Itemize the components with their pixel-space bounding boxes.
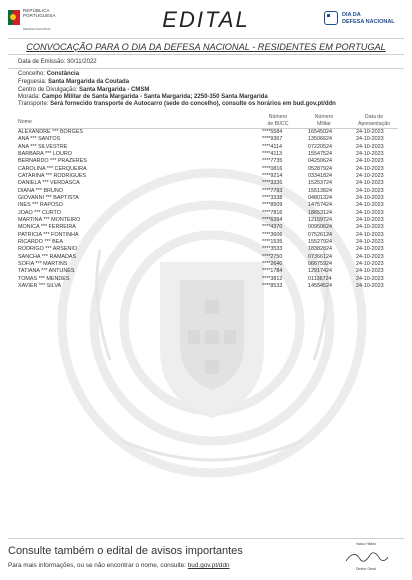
cell-bi: ****2640 [262,260,283,267]
cell-nome: XAVIER *** SILVA [18,282,62,289]
cell-militar: 15513824 [308,187,332,194]
cell-nome: BERNARDO *** PRAZERES [18,158,87,165]
page-title: EDITAL [162,7,250,32]
info-divider [8,68,404,69]
cell-nome: SANCHA *** RAMADAS [18,253,77,260]
footer-divider [8,538,404,539]
cell-nome: TATIANA *** ANTUNES [18,268,75,275]
cell-militar: 15253724 [308,180,332,187]
cell-data: 24-10-2023 [356,165,384,172]
morada-line [18,94,268,100]
table-row [18,276,398,283]
table-row [18,136,398,143]
col-header-data-line2: Apresentação [357,120,390,127]
cell-militar: 12917424 [308,268,332,275]
cell-militar: 15527924 [308,238,332,245]
cell-bi: ****3533 [262,246,283,253]
cell-bi: ****9367 [262,136,283,143]
signature-name: Vasco Hilário [355,542,377,546]
cell-data: 24-10-2023 [356,158,384,165]
table-row [18,283,398,290]
cell-militar: 14757424 [308,202,332,209]
table-row [18,210,398,217]
cell-nome: ANA *** SILVESTRE [18,143,68,150]
cell-bi: ****7735 [262,158,283,165]
cell-nome: INES *** RAPOSO [18,202,63,209]
cell-militar: 07526124 [308,231,332,238]
footer-headline: Consulte também o edital de avisos importantes [8,545,243,557]
cell-bi: ****1784 [262,268,283,275]
cell-militar: 15547524 [308,150,332,157]
footer-link[interactable]: bud.gov.pt/ddn [187,562,230,569]
cell-data: 24-10-2023 [356,143,384,150]
cell-nome: ANA *** SANTOS [18,136,61,143]
republic-line2: PORTUGUESA [23,13,56,18]
concelho-line [18,71,79,77]
cell-militar: 07366124 [308,253,332,260]
cell-militar: 06675924 [308,260,332,267]
ddn-line2: DEFESA NACIONAL [342,18,395,25]
cell-data: 24-10-2023 [356,172,384,179]
table-row [18,217,398,224]
cell-data: 24-10-2023 [356,224,384,231]
cell-data: 24-10-2023 [356,246,384,253]
cell-nome: RICARDO *** BEA [18,238,63,245]
republic-sub: DEFESA NACIONAL [23,27,52,31]
cell-bi: ****6394 [262,216,283,223]
cell-militar: 12159724 [308,216,332,223]
cell-militar: 04801324 [308,194,332,201]
cell-data: 24-10-2023 [356,209,384,216]
table-row [18,129,398,136]
table-row [18,158,398,165]
concelho-label: Concelho: [18,71,46,77]
cell-nome: DIANA *** BRUNO [18,187,63,194]
morada-value: Campo Militar de Santa Margarida - Santa Margarida; 2250-350 Santa Margarida [41,94,268,100]
emission-value: 30/11/2022 [67,59,97,65]
col-header-militar [306,114,342,127]
cell-nome: ALEXANDRE *** BORGES [18,129,84,135]
cell-militar: 16545024 [308,129,332,135]
signature-icon [336,547,396,567]
cell-data: 24-10-2023 [356,282,384,289]
cell-nome: BARBARA *** LOURO [18,150,72,157]
cell-bi: ****7793 [262,187,283,194]
cell-data: 24-10-2023 [356,238,384,245]
footer-info [8,562,230,569]
morada-label: Morada: [18,94,41,100]
col-header-nome: Nome [18,119,32,125]
cell-nome: TOMAS *** MENDES [18,275,70,282]
cell-bi: ****5584 [262,129,283,135]
table-row [18,144,398,151]
footer [8,541,404,575]
cell-data: 24-10-2023 [356,129,384,135]
cell-militar: 14554524 [308,282,332,289]
cell-data: 24-10-2023 [356,187,384,194]
cell-nome: PATRICIA *** FONTINHA [18,231,79,238]
cell-data: 24-10-2023 [356,136,384,143]
table-row [18,246,398,253]
table-row [18,261,398,268]
table-row [18,151,398,158]
heading-divider [8,54,404,55]
freguesia-line [18,79,129,85]
cell-data: 24-10-2023 [356,260,384,267]
cell-bi: ****4113 [262,150,282,157]
cell-bi: ****3336 [262,180,283,187]
col-header-militar-line2: Militar [317,120,331,127]
cell-bi: ****3606 [262,231,283,238]
emission-date [18,59,97,65]
emission-label: Data de Emissão: [18,59,66,65]
cell-militar: 07220524 [308,143,332,150]
signature-title: Diretor Geral [355,567,377,571]
document-heading: CONVOCAÇÃO PARA O DIA DA DEFESA NACIONAL - RESIDENTES EM PORTUGAL [26,42,386,52]
table-row [18,232,398,239]
cell-data: 24-10-2023 [356,180,384,187]
col-header-data-line1: Data de [364,114,384,120]
cell-nome: SOFIA *** MARTINS [18,260,68,267]
cell-bi: ****3812 [262,275,283,282]
col-header-data [352,114,396,127]
cell-nome: DANIELA *** VERDASCA [18,180,80,187]
col-header-bi [260,114,296,127]
cell-bi: ****3338 [262,194,283,201]
ddn-line1: DIA DA [342,12,361,18]
cell-nome: GIOVANNI *** BAPTISTA [18,194,79,201]
cell-bi: ****1535 [262,238,283,245]
cell-nome: JOAO *** CURTO [18,209,61,216]
cell-militar: 05287924 [308,165,332,172]
table-row [18,166,398,173]
concelho-value: Constância [46,71,80,77]
cell-data: 24-10-2023 [356,275,384,282]
cell-nome: MONICA *** FERREIRA [18,224,76,231]
cell-data: 24-10-2023 [356,150,384,157]
cell-data: 24-10-2023 [356,216,384,223]
cell-bi: ****0816 [262,165,283,172]
cell-nome: MARTINA *** MONTEIRO [18,216,81,223]
cell-nome: CATARINA *** RODRIGUES [18,172,87,179]
cell-data: 24-10-2023 [356,268,384,275]
cell-militar: 18653124 [308,209,332,216]
cell-militar: 18382824 [308,246,332,253]
transporte-value: Será fornecido transporte de Autocarro (sede do concelho), consulte os horários em bud.gov.pt/ddn [50,101,336,107]
centro-line [18,87,149,93]
footer-info-text: Para mais informações, ou se não encontrar o nome, consulte: [8,562,186,569]
table-row [18,202,398,209]
cell-bi: ****4370 [262,224,283,231]
cell-militar: 01136724 [308,275,332,282]
centro-label: Centro de Divulgação: [18,87,78,93]
col-header-militar-line1: Número [314,114,334,120]
col-header-bi-line1: Número [268,114,288,120]
col-header-bi-line2: de BI/CC [267,120,289,127]
cell-bi: ****4114 [262,143,282,150]
table-row [18,268,398,275]
cell-bi: ****9214 [262,172,283,179]
cell-data: 24-10-2023 [356,231,384,238]
table-row [18,188,398,195]
cell-bi: ****8533 [262,282,283,289]
cell-bi: ****7816 [262,209,283,216]
cell-data: 24-10-2023 [356,194,384,201]
centro-value: Santa Margarida - CMSM [79,87,150,93]
signature-block [336,541,396,575]
cell-data: 24-10-2023 [356,202,384,209]
cell-bi: ****2750 [262,253,283,260]
republic-line1: REPÚBLICA [23,8,50,13]
cell-militar: 00950624 [308,224,332,231]
transporte-label: Transporte: [18,101,49,107]
table-row [18,239,398,246]
cell-militar: 03341824 [308,172,332,179]
freguesia-value: Santa Margarida da Coutada [48,79,130,85]
table-row [18,195,398,202]
cell-militar: 04250624 [308,158,332,165]
cell-bi: ****8509 [262,202,283,209]
table-row [18,173,398,180]
transporte-line [18,101,336,107]
cell-militar: 13506624 [308,136,332,143]
table-row [18,224,398,231]
table-row [18,180,398,187]
cell-data: 24-10-2023 [356,253,384,260]
freguesia-label: Freguesia: [18,79,47,85]
table-row [18,254,398,261]
cell-nome: RODRIGO *** ARSENIO [18,246,78,253]
cell-nome: CAROLINA *** CERQUEIRA [18,165,87,172]
